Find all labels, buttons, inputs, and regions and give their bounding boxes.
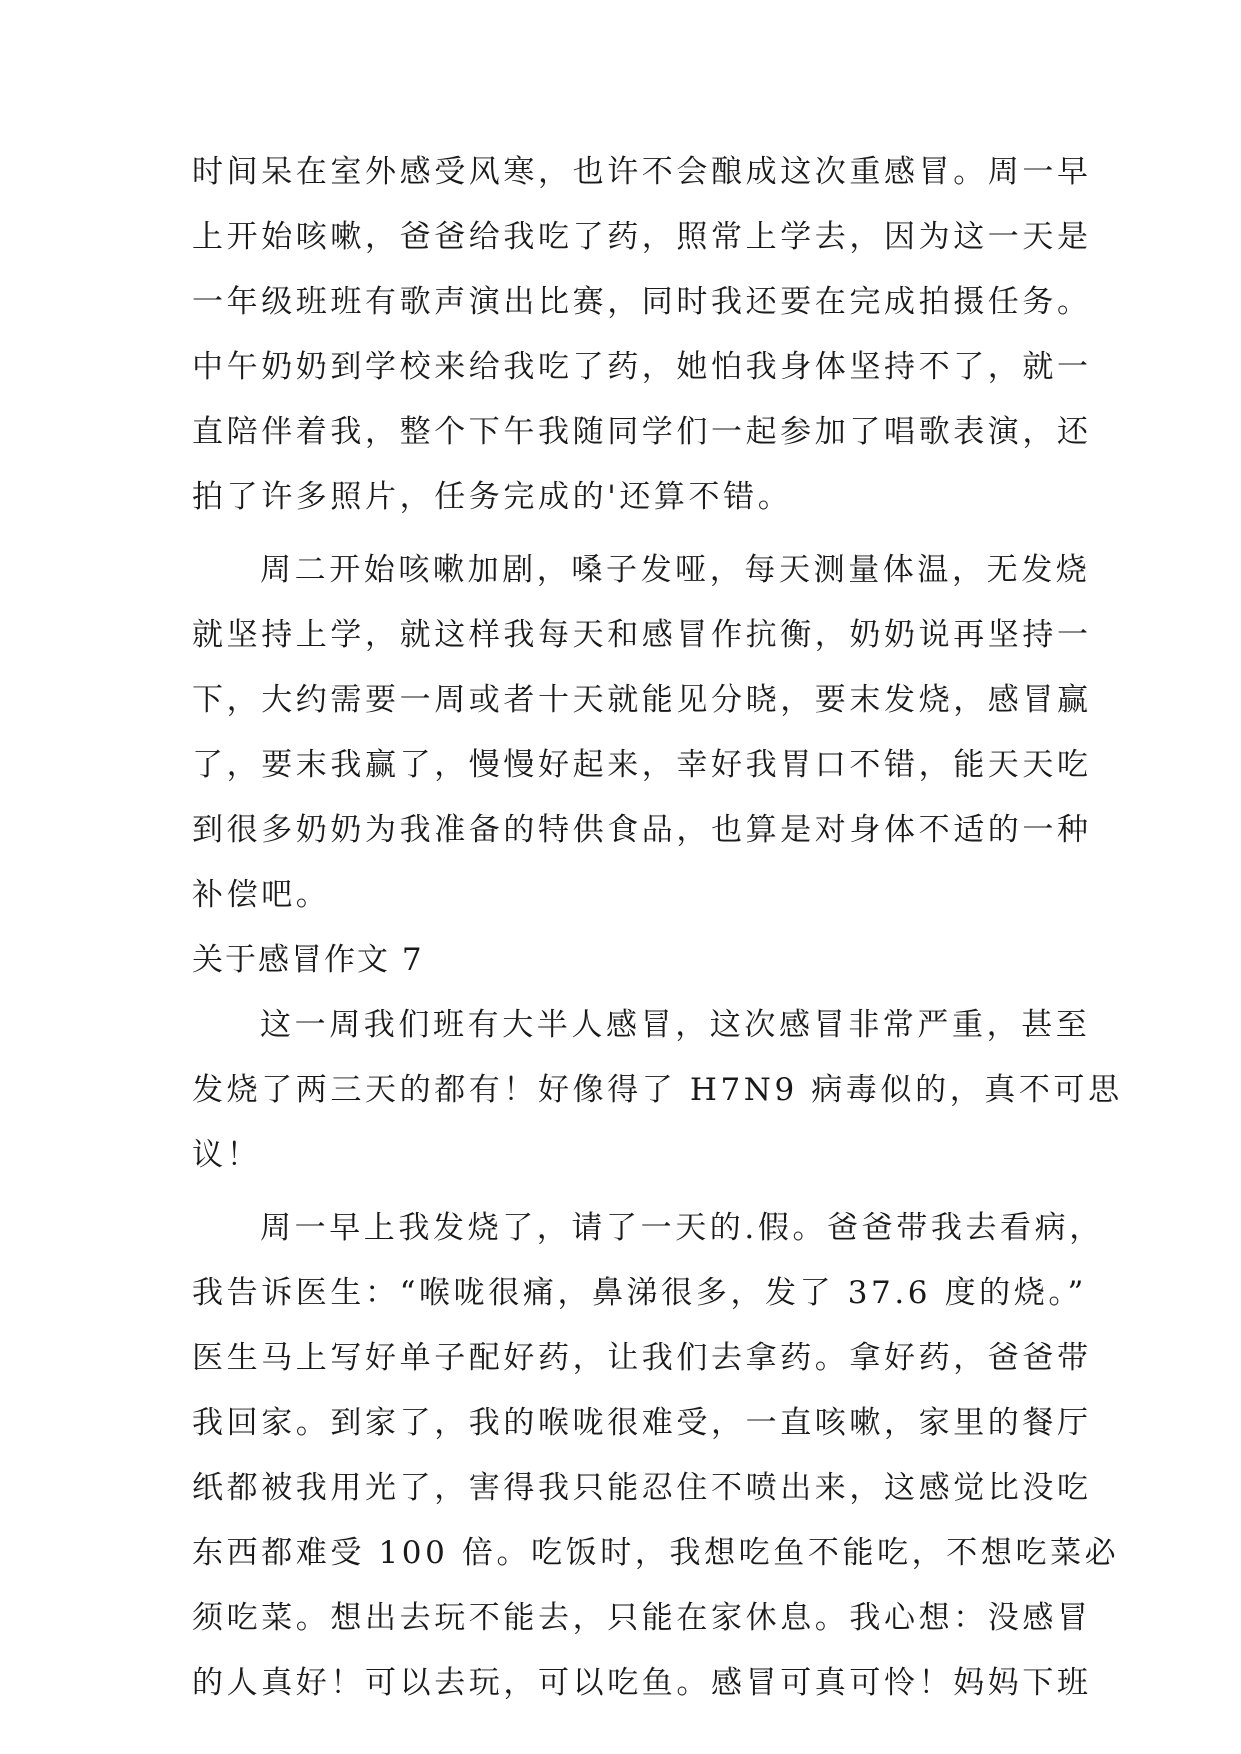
section-heading: 关于感冒作文 7 xyxy=(192,942,424,978)
paragraph-4 xyxy=(192,1196,1120,1716)
paragraph-2 xyxy=(192,538,1092,928)
text-line: 东西都难受 100 倍。吃饭时，我想吃鱼不能吃，不想吃菜必 xyxy=(192,1535,1120,1571)
text-line: 我回家。到家了，我的喉咙很难受，一直咳嗽，家里的餐厅 xyxy=(192,1405,1092,1441)
paragraph-1 xyxy=(192,140,1092,530)
text-line: 发烧了两三天的都有！好像得了 H7N9 病毒似的，真不可思 xyxy=(192,1072,1123,1108)
text-line: 这一周我们班有大半人感冒，这次感冒非常严重，甚至 xyxy=(260,1007,1091,1043)
text-line: 到很多奶奶为我准备的特供食品，也算是对身体不适的一种 xyxy=(192,812,1092,848)
text-line: 下，大约需要一周或者十天就能见分晓，要末发烧，感冒赢 xyxy=(192,682,1092,718)
text-line: 补偿吧。 xyxy=(192,877,331,913)
text-line: 拍了许多照片，任务完成的'还算不错。 xyxy=(192,479,793,515)
text-line: 直陪伴着我，整个下午我随同学们一起参加了唱歌表演，还 xyxy=(192,414,1092,450)
text-line: 我告诉医生：“喉咙很痛，鼻涕很多，发了 37.6 度的烧。” xyxy=(192,1275,1087,1311)
text-line: 周一早上我发烧了，请了一天的.假。爸爸带我去看病， xyxy=(260,1210,1104,1246)
text-line: 中午奶奶到学校来给我吃了药，她怕我身体坚持不了，就一 xyxy=(192,349,1092,385)
text-line: 周二开始咳嗽加剧，嗓子发哑，每天测量体温，无发烧 xyxy=(260,552,1091,588)
paragraph-3 xyxy=(192,993,1123,1188)
text-line: 的人真好！可以去玩，可以吃鱼。感冒可真可怜！妈妈下班 xyxy=(192,1665,1092,1701)
text-line: 须吃菜。想出去玩不能去，只能在家休息。我心想：没感冒 xyxy=(192,1600,1092,1636)
text-line: 医生马上写好单子配好药，让我们去拿药。拿好药，爸爸带 xyxy=(192,1340,1092,1376)
text-line: 上开始咳嗽，爸爸给我吃了药，照常上学去，因为这一天是 xyxy=(192,219,1092,255)
text-line: 时间呆在室外感受风寒，也许不会酿成这次重感冒。周一早 xyxy=(192,154,1092,190)
text-line: 议！ xyxy=(192,1137,262,1173)
text-line: 纸都被我用光了，害得我只能忍住不喷出来，这感觉比没吃 xyxy=(192,1470,1092,1506)
text-line: 了，要末我赢了，慢慢好起来，幸好我胃口不错，能天天吃 xyxy=(192,747,1092,783)
text-line: 就坚持上学，就这样我每天和感冒作抗衡，奶奶说再坚持一 xyxy=(192,617,1092,653)
text-line: 一年级班班有歌声演出比赛，同时我还要在完成拍摄任务。 xyxy=(192,284,1092,320)
document-page xyxy=(192,140,1123,1716)
